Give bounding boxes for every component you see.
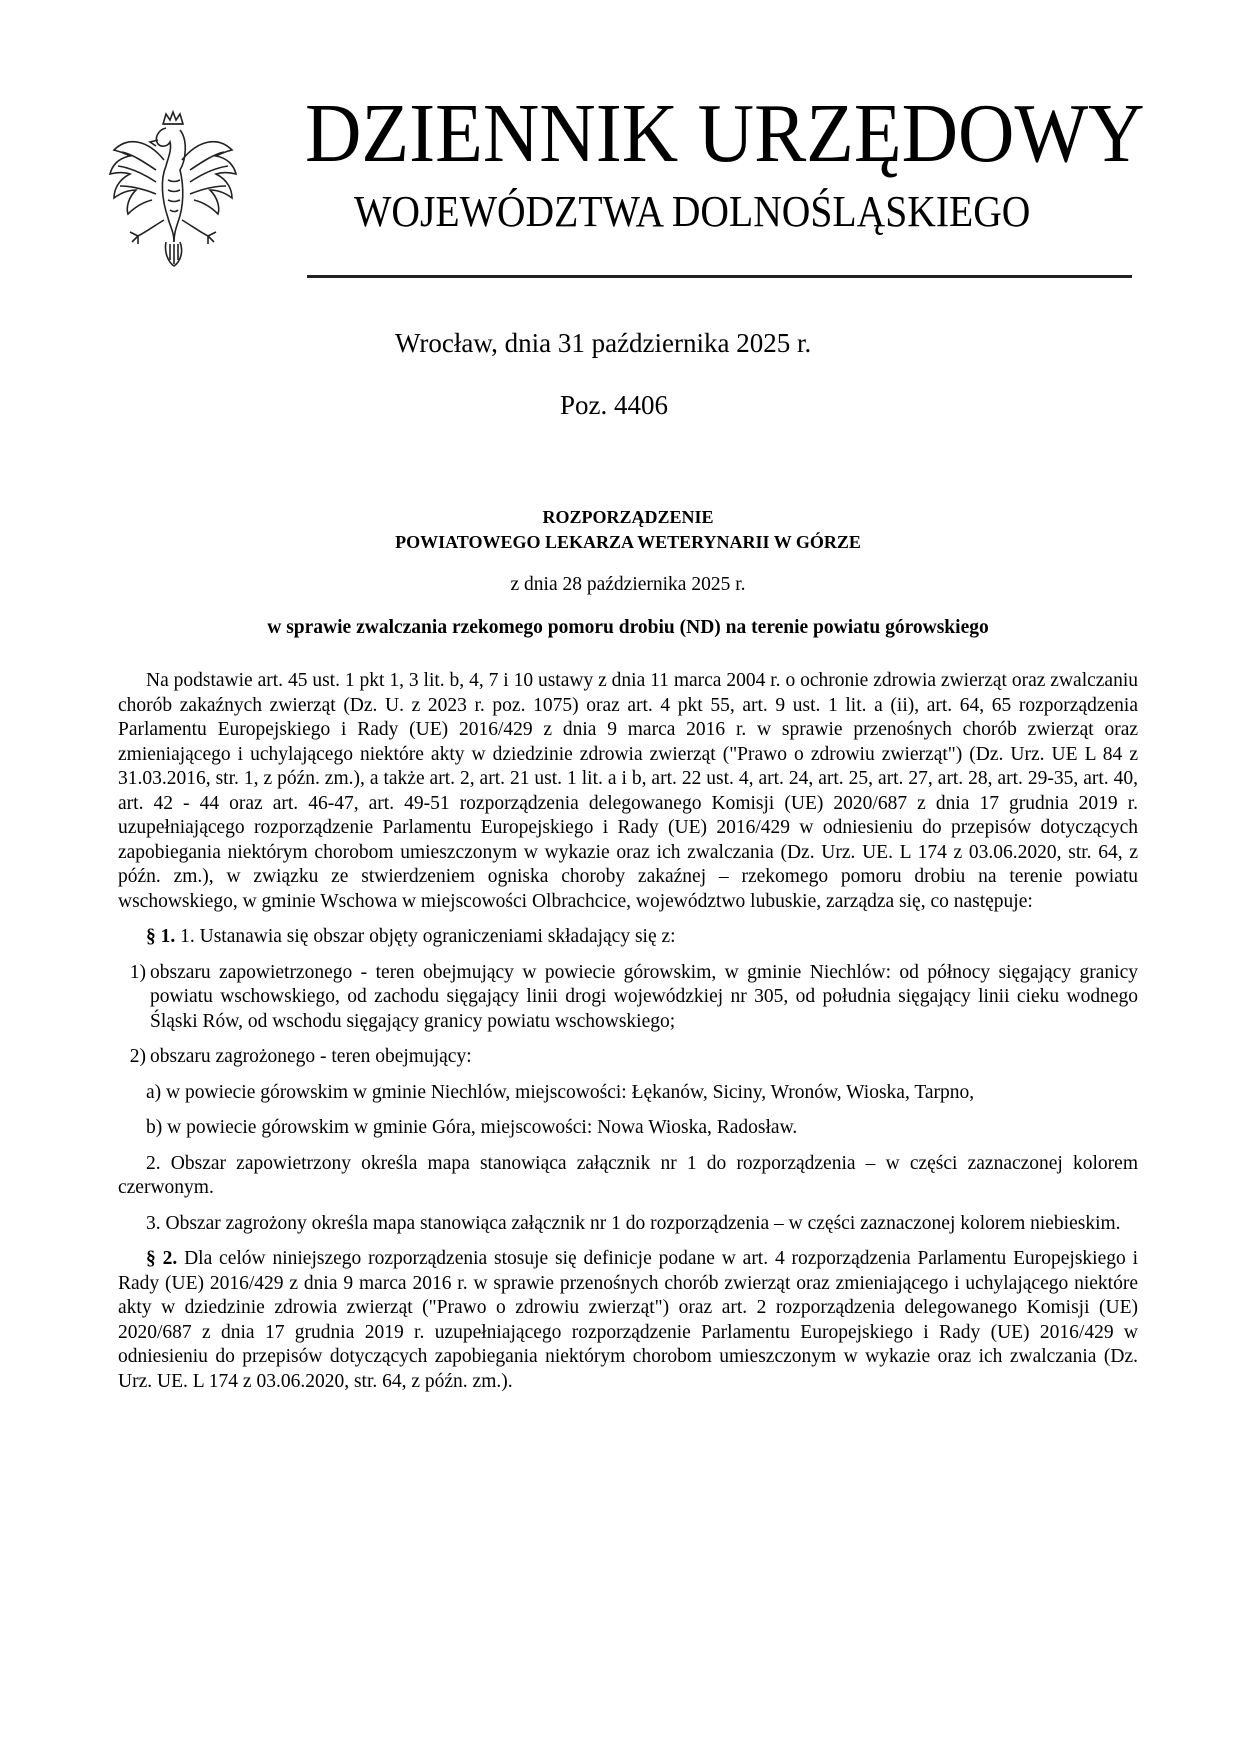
place-and-date: Wrocław, dnia 31 października 2025 r. <box>395 328 812 358</box>
sub-list-item: a) w powiecie górowskim w gminie Niechlów, miejscowości: Łękanów, Siciny, Wronów, Wioska, Tarpno, <box>146 1081 975 1103</box>
list-item-text: obszaru zapowietrzonego - teren obejmujący w powiecie górowskim, w gminie Niechlów: od północy sięgający granicy powiatu wschowskiego, od zachodu sięgający linii drogi wojewódzkiej nr 305, od południa sięgający linii cieku wodnego Śląski Rów, od wschodu sięgający granicy powiatu wschowskiego; <box>150 961 1138 1032</box>
document-body <box>118 505 1138 1394</box>
sub-list-item: b) w powiecie górowskim w gminie Góra, miejscowości: Nowa Wioska, Radosław. <box>146 1117 798 1138</box>
section-2-mark: § 2. <box>146 1248 178 1269</box>
section-2 <box>118 1247 1138 1394</box>
act-type: ROZPORZĄDZENIE <box>542 507 714 527</box>
act-date: z dnia 28 października 2025 r. <box>510 574 746 595</box>
list-item-text: obszaru zagrożonego - teren obejmujący: <box>150 1046 472 1067</box>
position-number: Poz. 4406 <box>560 390 668 420</box>
polish-eagle-emblem-icon <box>108 110 238 270</box>
journal-title: DZIENNIK URZĘDOWY <box>305 87 1145 180</box>
section-2-text: Dla celów niniejszego rozporządzenia stosuje się definicje podane w art. 4 rozporządzenia Parlamentu Europejskiego i Rady (UE) 2016/429 z dnia 9 marca 2016 r. w sprawie przenośnych chorób zwierząt oraz zmieniającego i uchylającego niektóre akty w dziedzinie zdrowia zwierząt ("Prawo o zdrowiu zwierząt") oraz art. 2 rozporządzenia delegowanego Komisji (UE) 2020/687 z dnia 17 grudnia 2019 r. uzupełniającego rozporządzenie Parlamentu Europejskiego i Rady (UE) 2016/429 w odniesieniu do przepisów dotyczących zapobiegania niektórym chorobom umieszczonym w wykazie oraz ich zwalczania (Dz. Urz. UE. L 174 z 03.06.2020, str. 64, z późn. zm.). <box>118 1248 1139 1392</box>
preamble: Na podstawie art. 45 ust. 1 pkt 1, 3 lit. b, 4, 7 i 10 ustawy z dnia 11 marca 2004 r. o ochronie zdrowia zwierząt oraz zwalczaniu chorób zakaźnych zwierząt (Dz. U. z 2023 r. poz. 1075) oraz art. 4 pkt 55, art. 9 ust. 1 lit. a (ii), art. 64, 65 rozporządzenia Parlamentu Europejskiego i Rady (UE) 2016/429 z dnia 9 marca 2016 r. w sprawie przenośnych chorób zwierząt oraz zmieniającego i uchylającego niektóre akty w dziedzinie zdrowia zwierząt ("Prawo o zdrowiu zwierząt") (Dz. Urz. UE L 84 z 31.03.2016, str. 1, z późn. zm.), a także art. 2, art. 21 ust. 1 lit. a i b, art. 22 ust. 4, art. 24, art. 25, art. 27, art. 28, art. 29-35, art. 40, art. 42 - 44 oraz art. 46-47, art. 49-51 rozporządzenia delegowanego Komisji (UE) 2020/687 z dnia 17 grudnia 2019 r. uzupełniającego rozporządzenie Parlamentu Europejskiego i Rady (UE) 2016/429 w odniesieniu do przepisów dotyczących zapobiegania niektórym chorobom umieszczonym w wykazie oraz ich zwalczania (Dz. Urz. UE. L 174 z 03.06.2020, str. 64, z późn. zm.), w związku ze stwierdzeniem ogniska choroby zakaźnej – rzekomego pomoru drobiu na terenie powiatu wschowskiego, w gminie Wschowa w miejscowości Olbrachcice, województwo lubuskie, zarządza się, co następuje: <box>118 670 1138 912</box>
list-item <box>118 961 1138 1035</box>
journal-subtitle: WOJEWÓDZTWA DOLNOŚLĄSKIEGO <box>354 187 1031 236</box>
list-item-number: 2) <box>129 1046 146 1067</box>
section-1-intro <box>118 925 1138 950</box>
section-1-intro-text: 1. Ustanawia się obszar objęty ograniczeniami składający się z: <box>180 926 676 947</box>
act-issuer: POWIATOWEGO LEKARZA WETERYNARII W GÓRZE <box>395 532 861 552</box>
header-divider <box>307 275 1132 278</box>
list-item-number: 1) <box>129 961 146 983</box>
section-1-mark: § 1. <box>146 926 176 947</box>
section-1-paragraph-3: 3. Obszar zagrożony określa mapa stanowiąca załącznik nr 1 do rozporządzenia – w części zaznaczonej kolorem niebieskim. <box>146 1212 1121 1234</box>
list-item <box>118 1045 1138 1070</box>
act-subject: w sprawie zwalczania rzekomego pomoru drobiu (ND) na terenie powiatu górowskiego <box>267 616 989 638</box>
section-1-paragraph-2: 2. Obszar zapowietrzony określa mapa stanowiąca załącznik nr 1 do rozporządzenia – w części zaznaczonej kolorem czerwonym. <box>118 1152 1138 1198</box>
